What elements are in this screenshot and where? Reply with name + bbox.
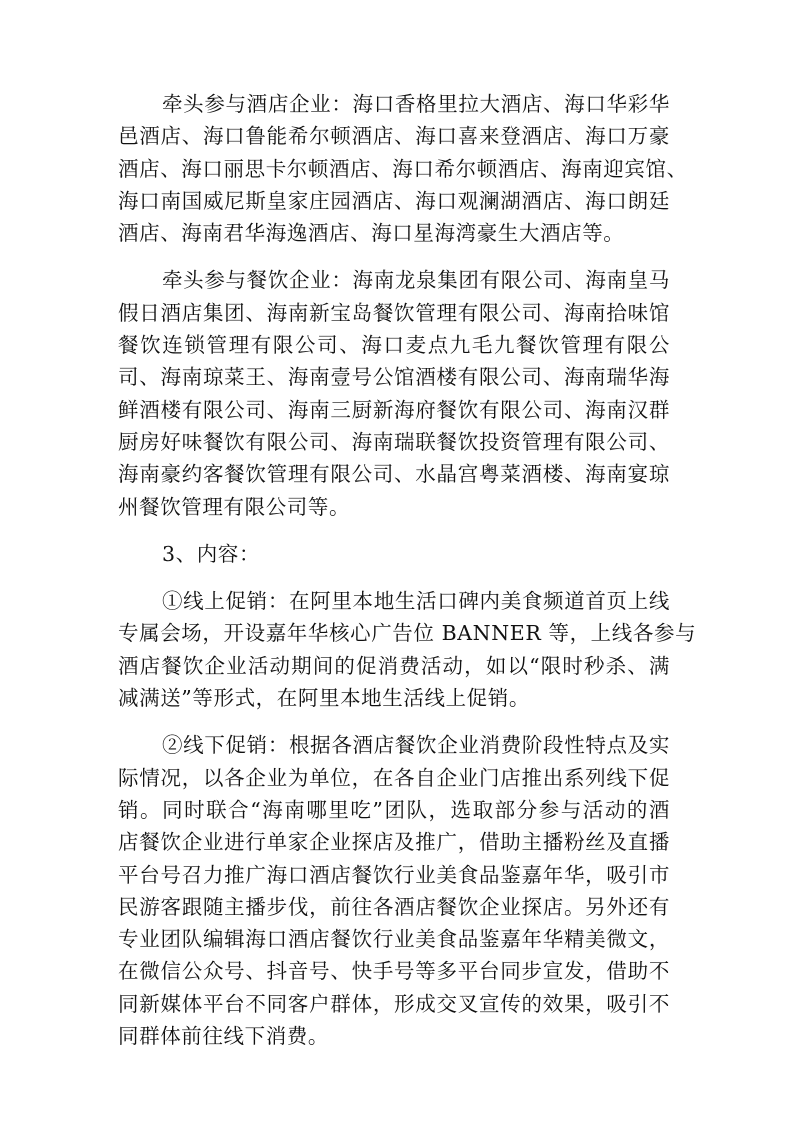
text-line: 餐饮连锁管理有限公司、海口麦点九毛九餐饮管理有限公 [118,333,670,358]
text-line: 民游客跟随主播步伐，前往各酒店餐饮企业探店。另外还有 [118,894,670,919]
hotel-enterprises-paragraph [118,88,688,249]
text-line: 在微信公众号、抖音号、快手号等多平台同步宣发，借助不 [118,959,670,984]
text-line: 专属会场，开设嘉年华核心广告位 BANNER 等，上线各参与 [118,621,697,646]
catering-enterprises-paragraph [118,264,670,522]
text-line: 海南豪约客餐饮管理有限公司、水晶宫粤菜酒楼、海南宴琼 [118,462,670,487]
text-line: 假日酒店集团、海南新宝岛餐饮管理有限公司、海南拾味馆 [118,300,670,325]
text-line: 同新媒体平台不同客户群体，形成交叉宣传的效果，吸引不 [118,991,670,1016]
text-line: 州餐饮管理有限公司等。 [118,494,351,519]
online-promotion-paragraph [118,585,697,714]
text-line: ②线下促销：根据各酒店餐饮企业消费阶段性特点及实 [162,733,670,758]
text-line: 酒店餐饮企业活动期间的促消费活动，如以“限时秒杀、满 [118,653,670,678]
text-line: 邑酒店、海口鲁能希尔顿酒店、海口喜来登酒店、海口万豪 [118,124,670,149]
text-line: 店餐饮企业进行单家企业探店及推广，借助主播粉丝及直播 [118,830,670,855]
text-line: 酒店、海南君华海逸酒店、海口星海湾豪生大酒店等。 [118,221,625,246]
text-line: 海口南国威尼斯皇家庄园酒店、海口观澜湖酒店、海口朗廷 [118,188,670,213]
text-line: 厨房好味餐饮有限公司、海南瑞联餐饮投资管理有限公司、 [118,429,670,454]
text-line: 销。同时联合“海南哪里吃”团队，选取部分参与活动的酒 [118,797,670,822]
text-line: 减满送”等形式，在阿里本地生活线上促销。 [118,686,530,711]
text-line: 牵头参与餐饮企业：海南龙泉集团有限公司、海南皇马 [162,268,670,293]
text-line: 际情况，以各企业为单位，在各自企业门店推出系列线下促 [118,765,670,790]
section-heading: 3、内容： [162,541,261,566]
text-line: 牵头参与酒店企业：海口香格里拉大酒店、海口华彩华 [162,92,670,116]
text-line: 鲜酒楼有限公司、海南三厨新海府餐饮有限公司、海南汉群 [118,397,670,422]
text-line: 司、海南琼菜王、海南壹号公馆酒楼有限公司、海南瑞华海 [118,365,670,390]
text-line: 平台号召力推广海口酒店餐饮行业美食品鉴嘉年华，吸引市 [118,862,670,887]
document-page [118,88,697,1067]
offline-promotion-paragraph [118,729,670,1052]
text-line: 酒店、海口丽思卡尔顿酒店、海口希尔顿酒店、海南迎宾馆、 [118,156,688,181]
text-line: ①线上促销：在阿里本地生活口碑内美食频道首页上线 [162,589,670,614]
text-line: 同群体前往线下消费。 [118,1024,329,1049]
text-line: 专业团队编辑海口酒店餐饮行业美食品鉴嘉年华精美微文， [118,927,670,952]
